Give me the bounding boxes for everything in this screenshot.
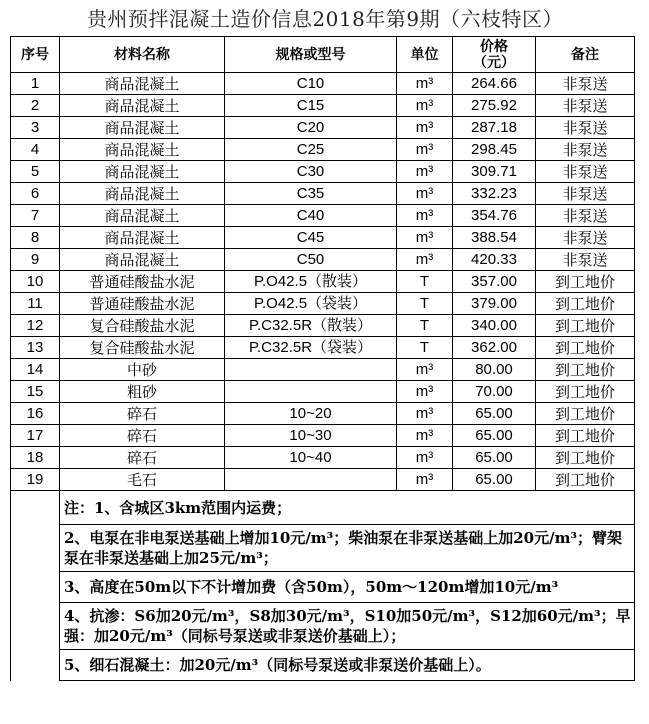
cell-seq: 8	[11, 227, 60, 249]
cell-price: 332.23	[453, 183, 536, 205]
table-row	[11, 73, 635, 95]
cell-spec: C25	[225, 139, 397, 161]
cell-material-name: 中砂	[60, 359, 225, 381]
cell-material-name: 商品混凝土	[60, 95, 225, 117]
table-body	[11, 73, 635, 491]
cell-material-name: 商品混凝土	[60, 161, 225, 183]
cell-price: 388.54	[453, 227, 536, 249]
header-seq: 序号	[11, 37, 60, 73]
cell-material-name: 商品混凝土	[60, 139, 225, 161]
cell-price: 357.00	[453, 271, 536, 293]
note-2: 2、电泵在非电泵送基础上增加10元/m³；柴油泵在非泵送基础上加20元/m³；臂架泵在非泵送基础上加25元/m³；	[60, 525, 635, 572]
cell-remark: 到工地价	[536, 271, 635, 293]
cell-remark: 非泵送	[536, 73, 635, 95]
cell-spec: P.C32.5R（袋装）	[225, 337, 397, 359]
cell-price: 362.00	[453, 337, 536, 359]
cell-seq: 13	[11, 337, 60, 359]
cell-unit: m³	[397, 447, 453, 469]
cell-spec	[225, 359, 397, 381]
table-row	[11, 271, 635, 293]
cell-seq: 7	[11, 205, 60, 227]
cell-unit: m³	[397, 183, 453, 205]
table-row	[11, 205, 635, 227]
cell-spec: P.C32.5R（散装）	[225, 315, 397, 337]
cell-unit: T	[397, 337, 453, 359]
cell-remark: 到工地价	[536, 425, 635, 447]
cell-remark: 非泵送	[536, 249, 635, 271]
cell-spec: P.O42.5（袋装）	[225, 293, 397, 315]
header-price	[453, 37, 536, 73]
cell-seq: 17	[11, 425, 60, 447]
notes-section	[11, 491, 635, 681]
cell-spec: C40	[225, 205, 397, 227]
note-spacer	[11, 491, 60, 525]
table-row	[11, 183, 635, 205]
table-header-row	[11, 37, 635, 73]
note-row-1	[11, 491, 635, 525]
cell-spec: C50	[225, 249, 397, 271]
cell-unit: T	[397, 271, 453, 293]
cell-price: 80.00	[453, 359, 536, 381]
cell-remark: 非泵送	[536, 139, 635, 161]
cell-material-name: 普通硅酸盐水泥	[60, 293, 225, 315]
note-spacer	[11, 525, 60, 572]
note-spacer	[11, 572, 60, 603]
cell-material-name: 商品混凝土	[60, 73, 225, 95]
cell-spec: 10~40	[225, 447, 397, 469]
note-3: 3、高度在50m以下不计增加费（含50m），50m～120m增加10元/m³	[60, 572, 635, 603]
cell-unit: m³	[397, 403, 453, 425]
cell-price: 287.18	[453, 117, 536, 139]
cell-remark: 到工地价	[536, 293, 635, 315]
note-row-3	[11, 572, 635, 603]
cell-unit: m³	[397, 359, 453, 381]
cell-material-name: 商品混凝土	[60, 249, 225, 271]
cell-material-name: 商品混凝土	[60, 205, 225, 227]
cell-price: 70.00	[453, 381, 536, 403]
cell-seq: 4	[11, 139, 60, 161]
cell-material-name: 粗砂	[60, 381, 225, 403]
cell-unit: m³	[397, 73, 453, 95]
table-row	[11, 139, 635, 161]
cell-price: 309.71	[453, 161, 536, 183]
cell-seq: 3	[11, 117, 60, 139]
cell-material-name: 碎石	[60, 447, 225, 469]
table-row	[11, 95, 635, 117]
cell-remark: 到工地价	[536, 447, 635, 469]
cell-material-name: 商品混凝土	[60, 183, 225, 205]
cell-seq: 2	[11, 95, 60, 117]
header-remark: 备注	[536, 37, 635, 73]
cell-price: 275.92	[453, 95, 536, 117]
cell-spec: C10	[225, 73, 397, 95]
cell-unit: m³	[397, 95, 453, 117]
cell-seq: 16	[11, 403, 60, 425]
cell-unit: T	[397, 293, 453, 315]
table-row	[11, 425, 635, 447]
cell-unit: m³	[397, 205, 453, 227]
cell-price: 354.76	[453, 205, 536, 227]
note-row-5	[11, 650, 635, 681]
table-row	[11, 403, 635, 425]
cell-material-name: 商品混凝土	[60, 227, 225, 249]
note-5: 5、细石混凝土：加20元/m³（同标号泵送或非泵送价基础上）。	[60, 650, 635, 681]
cell-price: 264.66	[453, 73, 536, 95]
cell-remark: 非泵送	[536, 95, 635, 117]
cell-seq: 9	[11, 249, 60, 271]
note-spacer	[11, 650, 60, 681]
cell-spec: C35	[225, 183, 397, 205]
note-4: 4、抗渗：S6加20元/m³，S8加30元/m³，S10加50元/m³，S12加60元/m³；早强：加20元/m³（同标号泵送或非泵送价基础上）；	[60, 603, 635, 650]
table-row	[11, 315, 635, 337]
cell-remark: 非泵送	[536, 161, 635, 183]
cell-unit: m³	[397, 227, 453, 249]
table-row	[11, 293, 635, 315]
cell-seq: 19	[11, 469, 60, 491]
cell-material-name: 普通硅酸盐水泥	[60, 271, 225, 293]
cell-seq: 15	[11, 381, 60, 403]
table-row	[11, 381, 635, 403]
cell-unit: m³	[397, 469, 453, 491]
header-unit: 单位	[397, 37, 453, 73]
cell-seq: 5	[11, 161, 60, 183]
cell-remark: 非泵送	[536, 227, 635, 249]
table-row	[11, 227, 635, 249]
cell-material-name: 商品混凝土	[60, 117, 225, 139]
note-row-4	[11, 603, 635, 650]
cell-material-name: 碎石	[60, 425, 225, 447]
table-row	[11, 337, 635, 359]
cell-unit: m³	[397, 249, 453, 271]
cell-material-name: 复合硅酸盐水泥	[60, 315, 225, 337]
cell-spec	[225, 381, 397, 403]
cell-seq: 11	[11, 293, 60, 315]
cell-material-name: 碎石	[60, 403, 225, 425]
table-row	[11, 447, 635, 469]
cell-remark: 到工地价	[536, 315, 635, 337]
cell-seq: 6	[11, 183, 60, 205]
table-row	[11, 117, 635, 139]
cell-price: 65.00	[453, 425, 536, 447]
header-material-name: 材料名称	[60, 37, 225, 73]
note-spacer	[11, 603, 60, 650]
cell-price: 65.00	[453, 403, 536, 425]
cell-spec: C30	[225, 161, 397, 183]
cell-seq: 1	[11, 73, 60, 95]
header-price-line1: 价格	[480, 38, 508, 55]
cell-price: 65.00	[453, 469, 536, 491]
note-1: 注：1、含城区3km范围内运费；	[60, 491, 635, 525]
cell-spec	[225, 469, 397, 491]
cell-price: 340.00	[453, 315, 536, 337]
cell-remark: 到工地价	[536, 337, 635, 359]
cell-spec: C20	[225, 117, 397, 139]
cell-remark: 非泵送	[536, 117, 635, 139]
table-row	[11, 469, 635, 491]
cell-unit: T	[397, 315, 453, 337]
note-row-2	[11, 525, 635, 572]
table-row	[11, 359, 635, 381]
cell-material-name: 复合硅酸盐水泥	[60, 337, 225, 359]
cell-remark: 到工地价	[536, 381, 635, 403]
cell-seq: 18	[11, 447, 60, 469]
cell-unit: m³	[397, 117, 453, 139]
cell-remark: 非泵送	[536, 183, 635, 205]
cell-unit: m³	[397, 139, 453, 161]
cell-unit: m³	[397, 425, 453, 447]
cell-seq: 14	[11, 359, 60, 381]
header-spec: 规格或型号	[225, 37, 397, 73]
cell-price: 65.00	[453, 447, 536, 469]
cell-seq: 10	[11, 271, 60, 293]
header-price-line2: （元）	[473, 54, 515, 71]
cell-unit: m³	[397, 161, 453, 183]
table-row	[11, 161, 635, 183]
cell-spec: C45	[225, 227, 397, 249]
cell-spec: C15	[225, 95, 397, 117]
document-title: 贵州预拌混凝土造价信息2018年第9期（六枝特区）	[86, 7, 564, 31]
cell-seq: 12	[11, 315, 60, 337]
cell-material-name: 毛石	[60, 469, 225, 491]
cell-price: 420.33	[453, 249, 536, 271]
table-row	[11, 249, 635, 271]
cell-spec: P.O42.5（散装）	[225, 271, 397, 293]
cell-remark: 到工地价	[536, 359, 635, 381]
cell-remark: 到工地价	[536, 469, 635, 491]
cell-spec: 10~20	[225, 403, 397, 425]
cell-price: 379.00	[453, 293, 536, 315]
cell-remark: 到工地价	[536, 403, 635, 425]
cell-spec: 10~30	[225, 425, 397, 447]
price-table	[10, 36, 635, 681]
cell-unit: m³	[397, 381, 453, 403]
cell-price: 298.45	[453, 139, 536, 161]
cell-remark: 非泵送	[536, 205, 635, 227]
